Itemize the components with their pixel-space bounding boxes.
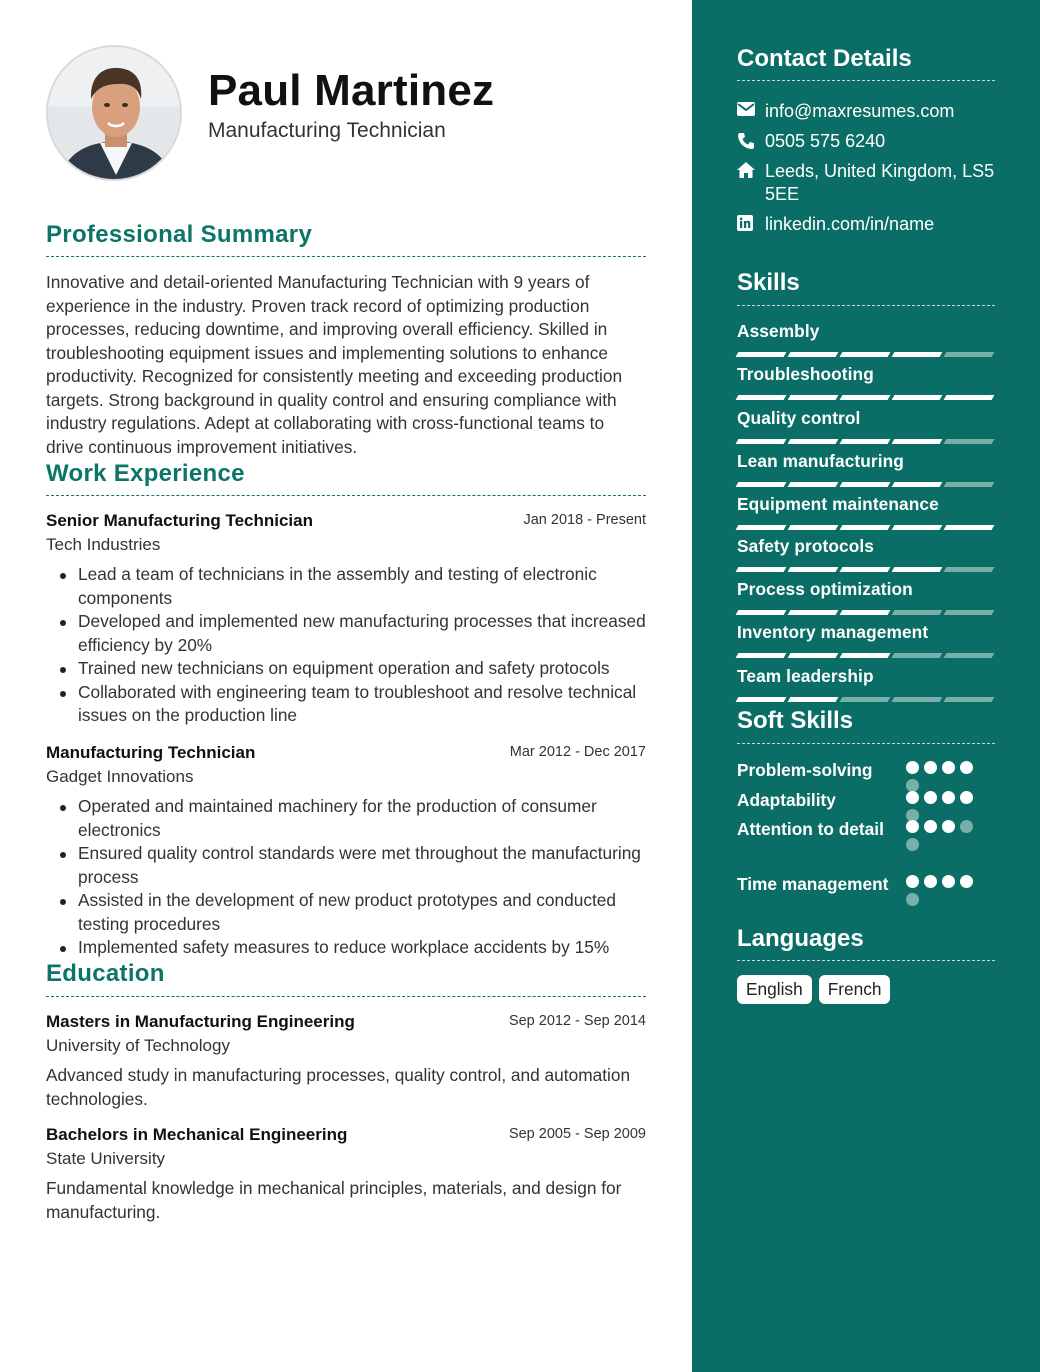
rating-dot (924, 820, 937, 833)
skill-level-bar (737, 352, 995, 357)
skill-name: Assembly (737, 321, 820, 341)
home-icon (737, 160, 765, 206)
skill-level-bar (737, 610, 995, 615)
soft-skill-item (737, 817, 997, 841)
skill-level-segment (788, 610, 839, 615)
skill-level-bar (737, 567, 995, 572)
skill-level-segment (840, 352, 891, 357)
skill-level-segment (840, 395, 891, 400)
rating-dot (906, 893, 919, 906)
education-date: Sep 2005 - Sep 2009 (508, 1126, 646, 1142)
job-date: Mar 2012 - Dec 2017 (509, 744, 646, 760)
skill-item (737, 536, 995, 572)
section-divider (46, 256, 646, 257)
skill-level-segment (892, 697, 943, 702)
skill-level-segment (788, 567, 839, 572)
rating-dot (906, 875, 919, 888)
skill-level-segment (736, 525, 787, 530)
skill-level-segment (840, 525, 891, 530)
bullet-item: Assisted in the development of new product prototypes and conducted testing procedures (78, 889, 646, 936)
candidate-role: Manufacturing Technician (208, 119, 446, 142)
avatar (46, 45, 182, 181)
rating-dot (942, 820, 955, 833)
skill-level-segment (736, 610, 787, 615)
soft-skill-item (737, 758, 997, 782)
rating-dot (960, 791, 973, 804)
skill-level-bar (737, 525, 995, 530)
job-bullets (46, 795, 646, 960)
contact-text: 0505 575 6240 (765, 131, 886, 151)
contact-phone[interactable] (737, 130, 997, 155)
rating-dot (960, 820, 973, 833)
rating-dot (924, 791, 937, 804)
skill-level-segment (736, 653, 787, 658)
bullet-icon (60, 620, 66, 626)
section-divider (737, 743, 995, 744)
rating-dot (960, 761, 973, 774)
skill-name: Safety protocols (737, 536, 874, 556)
skill-level-bar (737, 439, 995, 444)
skill-level-segment (944, 525, 995, 530)
skill-item (737, 364, 995, 400)
skill-level-segment (892, 352, 943, 357)
skill-name: Troubleshooting (737, 364, 874, 384)
section-title-skills: Skills (737, 269, 800, 296)
skill-level-segment (892, 567, 943, 572)
rating-dot (924, 761, 937, 774)
skill-level-segment (736, 482, 787, 487)
skill-level-segment (944, 567, 995, 572)
language-tag: English (737, 975, 812, 1004)
skill-level-segment (736, 697, 787, 702)
section-divider (737, 80, 995, 81)
section-divider (46, 996, 646, 997)
degree-title: Masters in Manufacturing Engineering (46, 1012, 355, 1031)
skill-level-segment (892, 439, 943, 444)
skill-level-segment (944, 697, 995, 702)
job-title: Manufacturing Technician (46, 743, 256, 762)
section-title-education: Education (46, 960, 165, 987)
summary-text: Innovative and detail-oriented Manufacturing Technician with 9 years of experience in the industry. Proven track record of optimizing production processes, reducing downtime, and improving overall efficiency. Skilled in troubleshooting equipment issues and implementing solutions to enhance productivity. Recognized for consistently meeting and exceeding production targets. Strong background in quality control and ensuring compliance with industry regulations. Adept at collaborating with cross-functional teams to drive continuous improvement initiatives. (46, 272, 623, 457)
skill-level-segment (892, 653, 943, 658)
rating-dot (906, 820, 919, 833)
soft-skill-item (737, 788, 997, 812)
rating-dot (942, 875, 955, 888)
skill-level-segment (944, 610, 995, 615)
rating-dot (906, 791, 919, 804)
skill-level-segment (944, 482, 995, 487)
rating-dot (942, 761, 955, 774)
bullet-item: Lead a team of technicians in the assembly and testing of electronic components (78, 563, 646, 610)
skill-name: Process optimization (737, 579, 913, 599)
bullet-icon (60, 946, 66, 952)
skill-item (737, 321, 995, 357)
contact-text: info@maxresumes.com (765, 101, 955, 121)
skill-name: Inventory management (737, 622, 929, 642)
education-description: Fundamental knowledge in mechanical principles, materials, and design for manufacturing. (46, 1178, 622, 1222)
bullet-item: Collaborated with engineering team to troubleshoot and resolve technical issues on the production line (78, 681, 646, 728)
section-divider (737, 960, 995, 961)
soft-skill-name: Time management (737, 874, 889, 894)
bullet-icon (60, 805, 66, 811)
skill-name: Equipment maintenance (737, 494, 939, 514)
contact-text: linkedin.com/in/name (765, 214, 935, 234)
skill-item (737, 451, 995, 487)
section-title-soft-skills: Soft Skills (737, 707, 854, 734)
section-title-contact: Contact Details (737, 45, 912, 72)
skill-level-segment (840, 567, 891, 572)
skill-level-segment (840, 697, 891, 702)
skill-item (737, 408, 995, 444)
section-title-experience: Work Experience (46, 460, 245, 487)
soft-skill-name: Attention to detail (737, 819, 884, 839)
soft-skill-item (737, 872, 997, 896)
skill-level-segment (840, 482, 891, 487)
skill-level-segment (840, 439, 891, 444)
section-divider (46, 495, 646, 496)
rating-dot (906, 838, 919, 851)
education-entry (46, 1012, 646, 1111)
section-divider (737, 305, 995, 306)
contact-address (737, 160, 997, 206)
bullet-item: Ensured quality control standards were met throughout the manufacturing process (78, 842, 646, 889)
school-name: University of Technology (46, 1036, 230, 1055)
bullet-icon (60, 573, 66, 579)
contact-email[interactable] (737, 100, 997, 123)
section-title-summary: Professional Summary (46, 221, 313, 248)
skill-level-segment (736, 439, 787, 444)
skill-name: Lean manufacturing (737, 451, 904, 471)
skill-item (737, 622, 995, 658)
job-company: Gadget Innovations (46, 767, 194, 786)
skill-level-segment (788, 525, 839, 530)
job-company: Tech Industries (46, 535, 161, 554)
bullet-icon (60, 691, 66, 697)
skill-level-segment (788, 352, 839, 357)
candidate-name: Paul Martinez (208, 66, 495, 115)
bullet-icon (60, 899, 66, 905)
skill-level-segment (788, 439, 839, 444)
skill-item (737, 579, 995, 615)
skill-level-segment (788, 653, 839, 658)
education-date: Sep 2012 - Sep 2014 (508, 1013, 646, 1029)
bullet-item: Trained new technicians on equipment operation and safety protocols (78, 657, 646, 681)
skill-item (737, 666, 995, 702)
skill-name: Team leadership (737, 666, 874, 686)
bullet-icon (60, 667, 66, 673)
skill-level-segment (840, 653, 891, 658)
linkedin-icon (737, 213, 765, 236)
rating-dot (924, 875, 937, 888)
skill-level-segment (892, 610, 943, 615)
envelope-icon (737, 100, 765, 123)
skill-level-bar (737, 653, 995, 658)
skill-level-segment (736, 395, 787, 400)
skill-level-bar (737, 697, 995, 702)
skill-level-segment (840, 610, 891, 615)
education-entry (46, 1125, 646, 1224)
language-tag: French (819, 975, 891, 1004)
skill-level-segment (944, 653, 995, 658)
languages-list (737, 975, 890, 1004)
skill-level-segment (788, 482, 839, 487)
rating-dot (906, 761, 919, 774)
skill-level-segment (788, 697, 839, 702)
rating-dot (960, 875, 973, 888)
education-description: Advanced study in manufacturing processes, quality control, and automation technologies. (46, 1065, 631, 1109)
contact-linkedin[interactable] (737, 213, 997, 236)
skill-level-segment (944, 439, 995, 444)
skill-level-bar (737, 482, 995, 487)
rating-dot (942, 791, 955, 804)
skill-level-segment (736, 567, 787, 572)
skill-item (737, 494, 995, 530)
contact-text: Leeds, United Kingdom, LS5 5EE (765, 161, 995, 204)
bullet-item: Operated and maintained machinery for the production of consumer electronics (78, 795, 646, 842)
job-title: Senior Manufacturing Technician (46, 511, 313, 530)
job-bullets (46, 563, 646, 728)
skill-level-segment (944, 395, 995, 400)
job-entry (46, 743, 646, 960)
skill-level-bar (737, 395, 995, 400)
skill-level-segment (892, 395, 943, 400)
skill-level-segment (944, 352, 995, 357)
soft-skill-name: Problem-solving (737, 760, 873, 780)
skill-name: Quality control (737, 408, 861, 428)
sidebar (692, 0, 1040, 1372)
job-date: Jan 2018 - Present (523, 512, 646, 528)
skill-level-segment (892, 525, 943, 530)
phone-icon (737, 130, 765, 155)
soft-skill-name: Adaptability (737, 790, 836, 810)
school-name: State University (46, 1149, 166, 1168)
job-entry (46, 511, 646, 728)
degree-title: Bachelors in Mechanical Engineering (46, 1125, 348, 1144)
profile-photo (48, 47, 182, 181)
bullet-icon (60, 852, 66, 858)
bullet-item: Developed and implemented new manufacturing processes that increased efficiency by 20% (78, 610, 646, 657)
skill-level-segment (788, 395, 839, 400)
skill-level-segment (892, 482, 943, 487)
section-title-languages: Languages (737, 925, 864, 952)
skill-level-segment (736, 352, 787, 357)
bullet-item: Implemented safety measures to reduce workplace accidents by 15% (78, 936, 646, 960)
